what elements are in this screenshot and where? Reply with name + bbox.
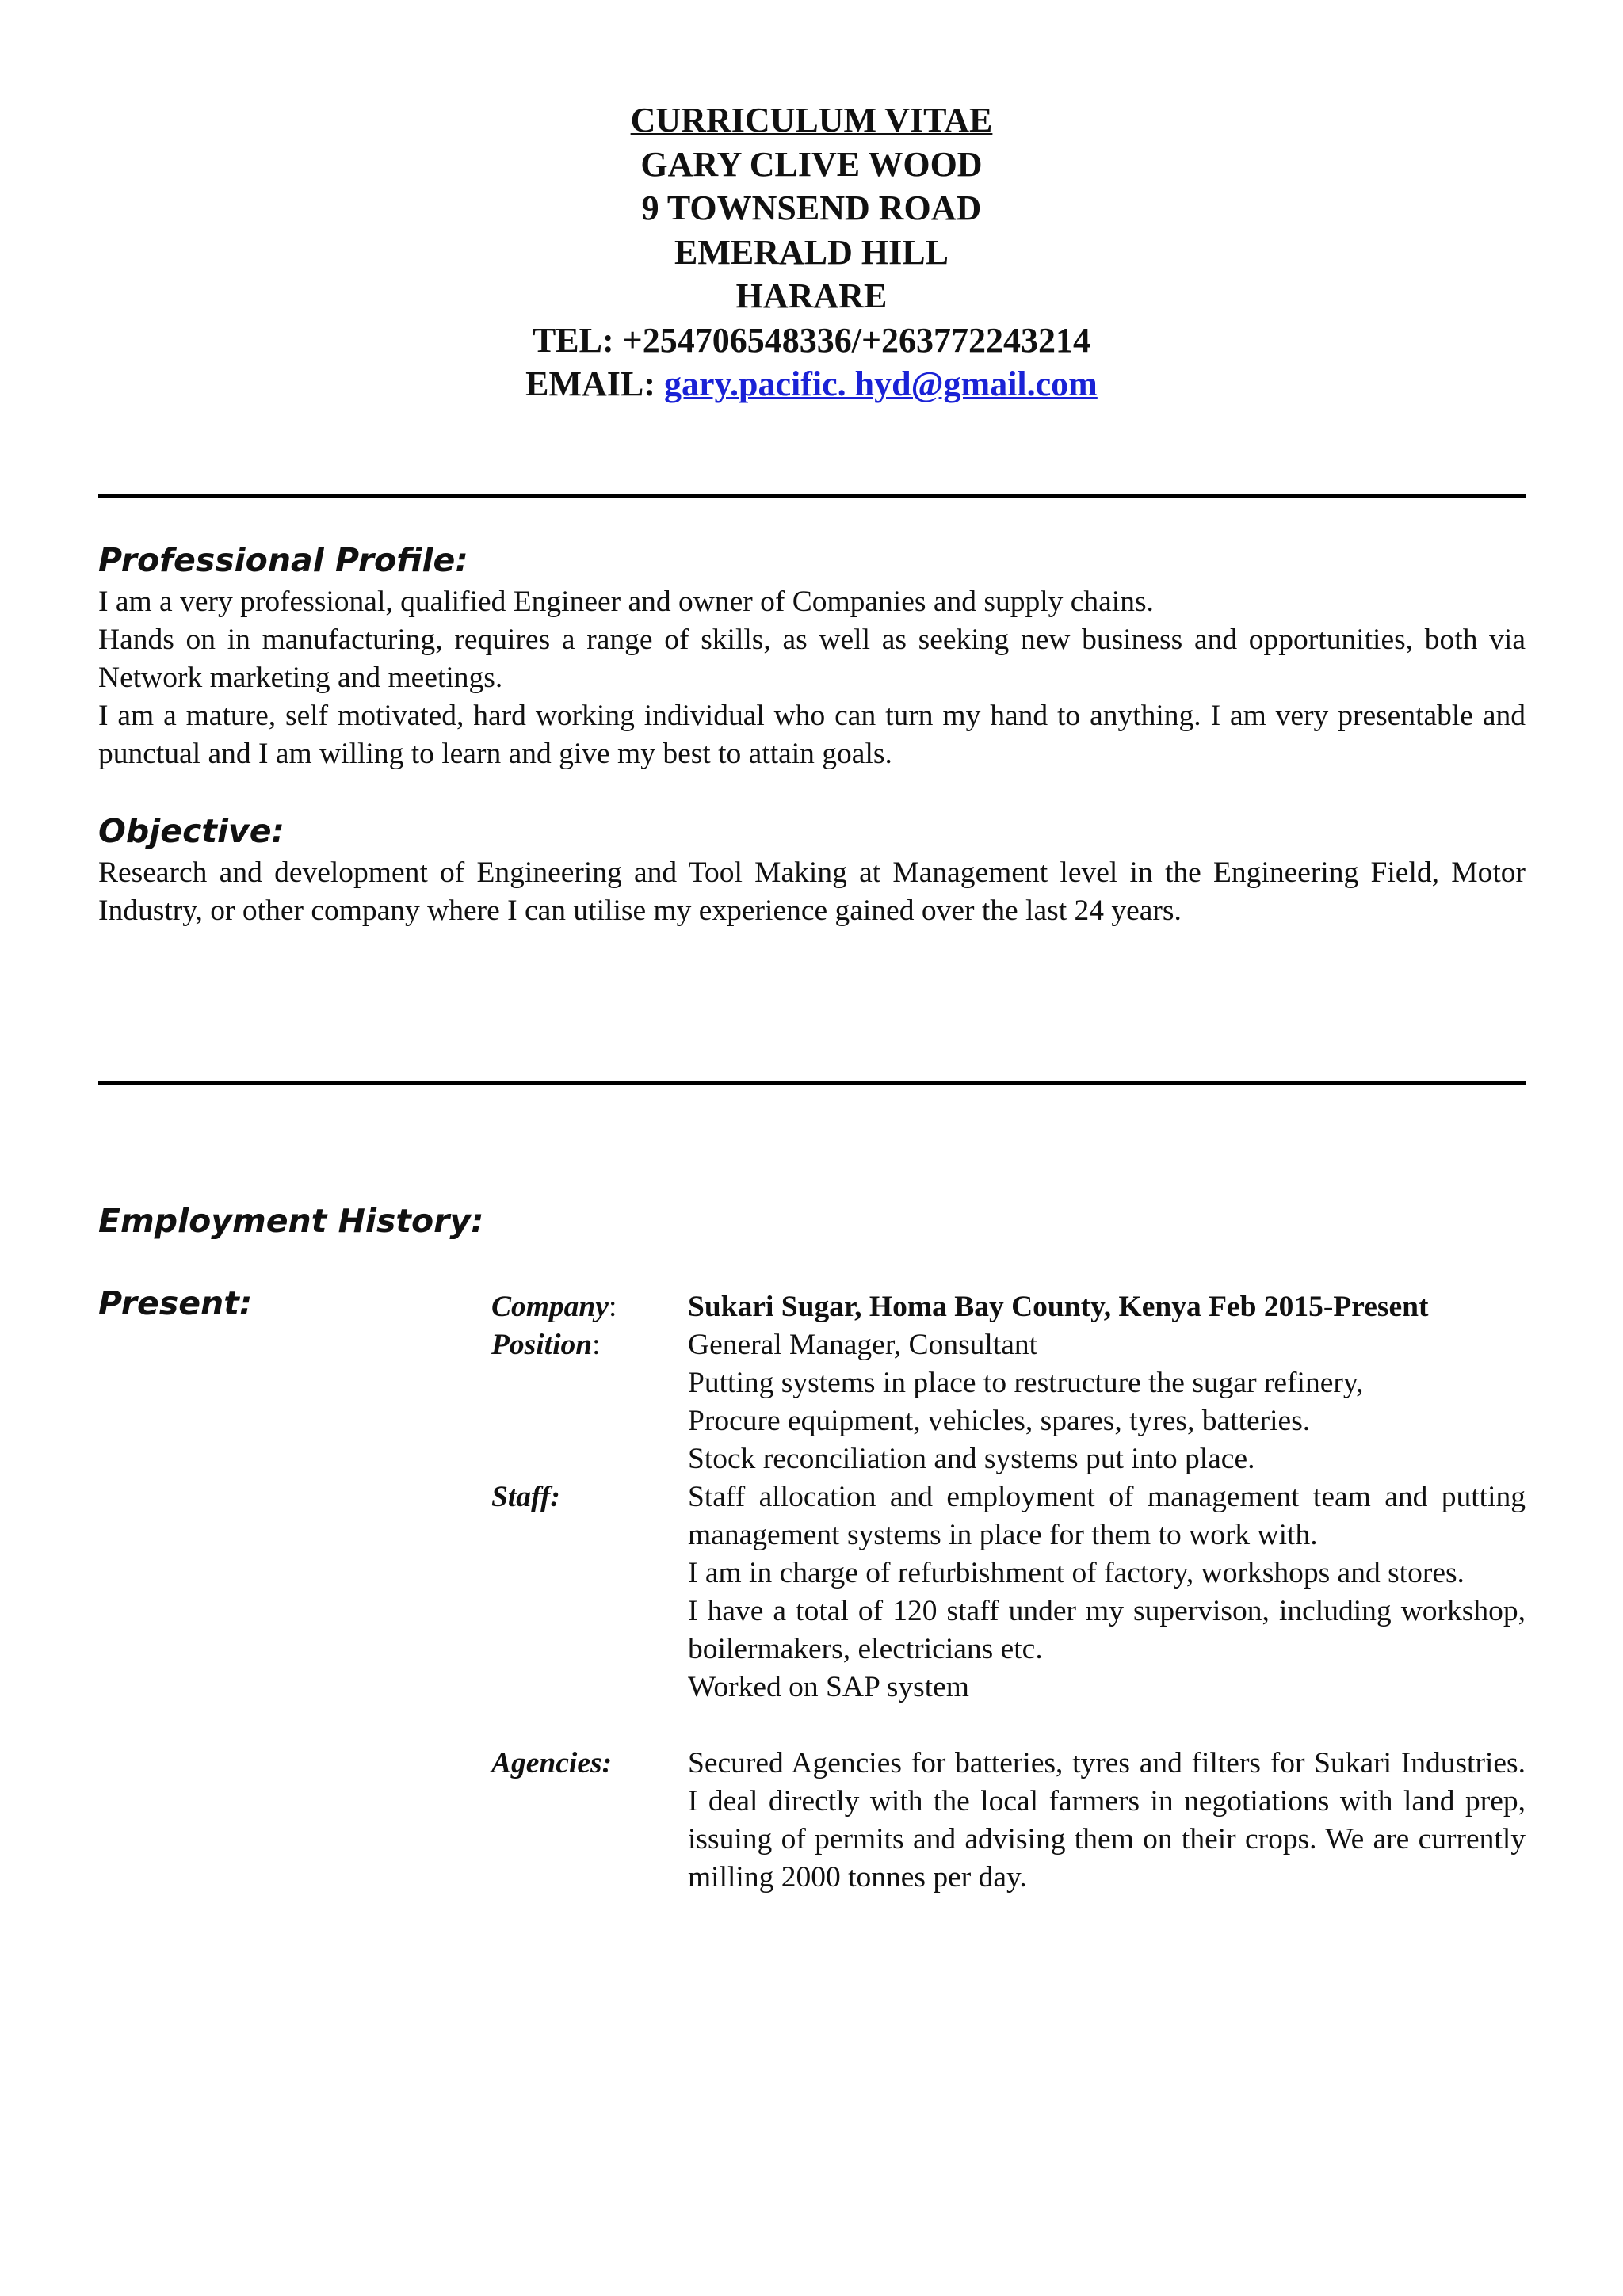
address-suburb: EMERALD HILL	[674, 232, 949, 272]
agencies-value	[688, 1745, 1526, 1897]
position-line-2: Putting systems in place to restructure the sugar refinery,	[688, 1367, 1364, 1399]
company-name: Sukari Sugar, Homa Bay County, Kenya Feb 2015-Present	[688, 1291, 1429, 1323]
profile-paragraph-2: Hands on in manufacturing, requires a range of skills, as well as seeking new business and opportunities, both via Network marketing and meetings.	[98, 624, 1526, 694]
professional-profile-body	[98, 583, 1526, 773]
objective-body	[98, 854, 1526, 930]
agencies-label: Agencies:	[491, 1747, 613, 1779]
telephone: TEL: +254706548336/+263772243214	[532, 320, 1091, 360]
divider-middle	[98, 1081, 1526, 1085]
staff-label: Staff:	[491, 1481, 560, 1513]
employment-history-heading: Employment History:	[98, 1202, 484, 1240]
professional-profile-heading: Professional Profile:	[98, 541, 468, 579]
email-link[interactable]: gary.pacific. hyd@gmail.com	[663, 364, 1098, 403]
position-line-3: Procure equipment, vehicles, spares, tyres, batteries.	[688, 1405, 1311, 1437]
company-value	[688, 1288, 1526, 1326]
address-street: 9 TOWNSEND ROAD	[641, 189, 982, 227]
document-title: CURRICULUM VITAE	[630, 101, 993, 139]
staff-line-1: Staff allocation and employment of management team and putting management systems in place for them to work with.	[688, 1481, 1526, 1551]
cv-header	[0, 98, 1623, 406]
profile-paragraph-3: I am a mature, self motivated, hard working individual who can turn my hand to anything. I am very presentable and punctual and I am willing to learn and give my best to attain goals.	[98, 700, 1526, 770]
email-label: EMAIL:	[525, 364, 664, 403]
staff-value	[688, 1478, 1526, 1707]
position-line-1: General Manager, Consultant	[688, 1329, 1038, 1361]
company-label: Company:	[491, 1291, 617, 1323]
agencies-text: Secured Agencies for batteries, tyres and filters for Sukari Industries. I deal directly with the local farmers in negotiations with land prep, issuing of permits and advising them on their crops. We are currently milling 2000 tonnes per day.	[688, 1747, 1526, 1894]
position-value	[688, 1326, 1526, 1478]
position-label-text: Position	[491, 1329, 593, 1361]
objective-text: Research and development of Engineering and Tool Making at Management level in the Engineering Field, Motor Industry, or other company where I can utilise my experience gained over the last 24 years.	[98, 856, 1526, 927]
divider-top	[98, 494, 1526, 498]
address-city: HARARE	[735, 277, 888, 315]
position-label: Position:	[491, 1329, 601, 1361]
staff-line-3: I have a total of 120 staff under my supervison, including workshop, boilermakers, electricians etc.	[688, 1595, 1526, 1665]
person-name: GARY CLIVE WOOD	[640, 144, 983, 184]
company-label-text: Company	[491, 1291, 609, 1323]
position-line-4: Stock reconciliation and systems put into place.	[688, 1443, 1255, 1475]
email-line	[0, 362, 1623, 406]
staff-line-2: I am in charge of refurbishment of factory, workshops and stores.	[688, 1557, 1465, 1589]
profile-paragraph-1: I am a very professional, qualified Engineer and owner of Companies and supply chains.	[98, 585, 1154, 618]
present-heading: Present:	[98, 1284, 253, 1322]
objective-heading: Objective:	[98, 812, 285, 850]
staff-line-4: Worked on SAP system	[688, 1671, 969, 1703]
